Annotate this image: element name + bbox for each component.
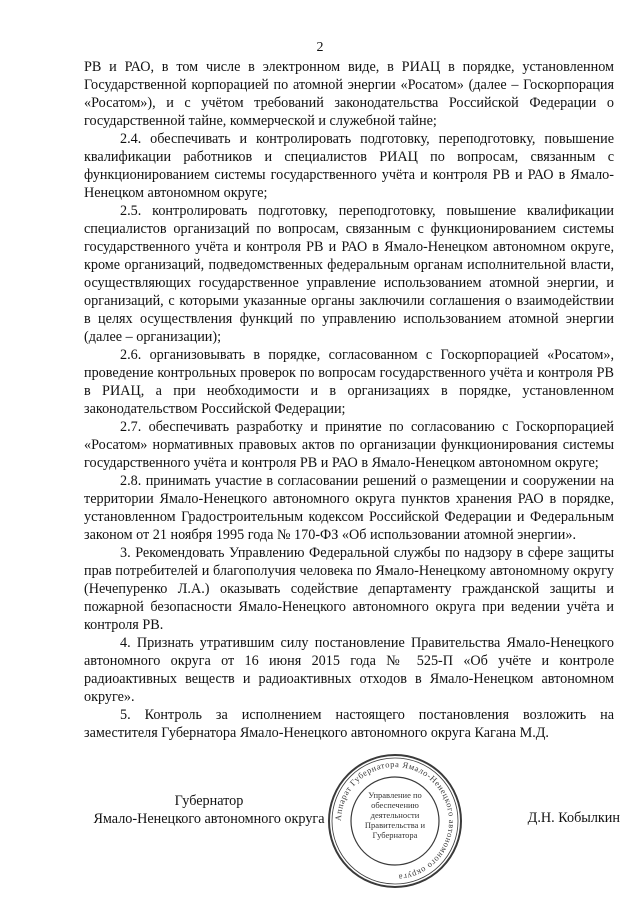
- paragraph-continuation: РВ и РАО, в том числе в электронном виде, в РИАЦ в порядке, установленном Государственной корпорацией по атомной энергии «Росатом» (далее – Госкорпорация «Росатом»), и с учётом требований законодательства Российской Федерации о государственной тайне, коммерческой и служебной тайне;: [84, 59, 614, 129]
- paragraph-2-6: 2.6. организовывать в порядке, согласованном с Госкорпорацией «Росатом», проведение контрольных проверок по вопросам государственного учёта и контроля РВ в РИАЦ, а при необходимости и в организациях в порядке, установленном законодательством Российской Федерации;: [84, 347, 614, 417]
- signatory-title: [84, 792, 334, 828]
- paragraph-2-8: 2.8. принимать участие в согласовании решений о размещении и сооружении на территории Ямало-Ненецкого автономного округа пунктов хранения РАО в порядке, установленном Градостроительным кодексом Российской Федерации и Федеральным законом от 21 ноября 1995 года № 170-ФЗ «Об использовании атомной энергии».: [84, 473, 614, 543]
- paragraph-5: 5. Контроль за исполнением настоящего постановления возложить на заместителя Губернатора Ямало-Ненецкого автономного округа Кагана М.Д.: [84, 707, 614, 741]
- official-stamp: [326, 752, 464, 890]
- signatory-title-line1: Губернатор: [174, 793, 244, 809]
- stamp-inner-text: Управление по обеспечению деятельности Правительства и Губернатора: [364, 790, 426, 840]
- paragraph-2-5: 2.5. контролировать подготовку, переподготовку, повышение квалификации специалистов организаций по вопросам, связанным с функционированием системы государственного учёта и контроля РВ и РАО в Ямало-Ненецком автономном округе, кроме организаций, подведомственных федеральным органам исполнительной власти, осуществляющих государственное управление использованием атомной энергии, и организаций, с которыми указанные органы заключили соглашения о взаимодействии в целях осуществления функций по управлению использованием атомной энергии (далее – организации);: [84, 203, 614, 345]
- document-body: [84, 58, 614, 742]
- page-number: 2: [316, 40, 324, 55]
- paragraph-3: 3. Рекомендовать Управлению Федеральной службы по надзору в сфере защиты прав потребителей и благополучия человека по Ямало-Ненецкому автономному округу (Нечепуренко Л.А.) оказывать содействие департаменту гражданской защиты и пожарной безопасности Ямало-Ненецкого автономного округа при ведении учёта и контроля РВ.: [84, 545, 614, 633]
- signatory-title-line2: Ямало-Ненецкого автономного округа: [93, 811, 325, 827]
- paragraph-2-4: 2.4. обеспечивать и контролировать подготовку, переподготовку, повышение квалификации работников и специалистов РИАЦ по вопросам, связанным с функционированием системы государственного учёта и контроля РВ и РАО в Ямало-Ненецком автономном округе;: [84, 131, 614, 201]
- paragraph-2-7: 2.7. обеспечивать разработку и принятие по согласованию с Госкорпорацией «Росатом» нормативных правовых актов по организации функционирования системы государственного учёта и контроля РВ и РАО в Ямало-Ненецком автономном округе;: [84, 419, 614, 471]
- stamp-ring-text: Аппарат Губернатора Ямало-Ненецкого автономного округа: [332, 758, 458, 883]
- paragraph-4: 4. Признать утратившим силу постановление Правительства Ямало-Ненецкого автономного округа от 16 июня 2015 года № 525-П «Об учёте и контроле радиоактивных веществ и радиоактивных отходов в Ямало-Ненецком автономном округе».: [84, 635, 614, 705]
- signatory-name: Д.Н. Кобылкин: [527, 810, 620, 826]
